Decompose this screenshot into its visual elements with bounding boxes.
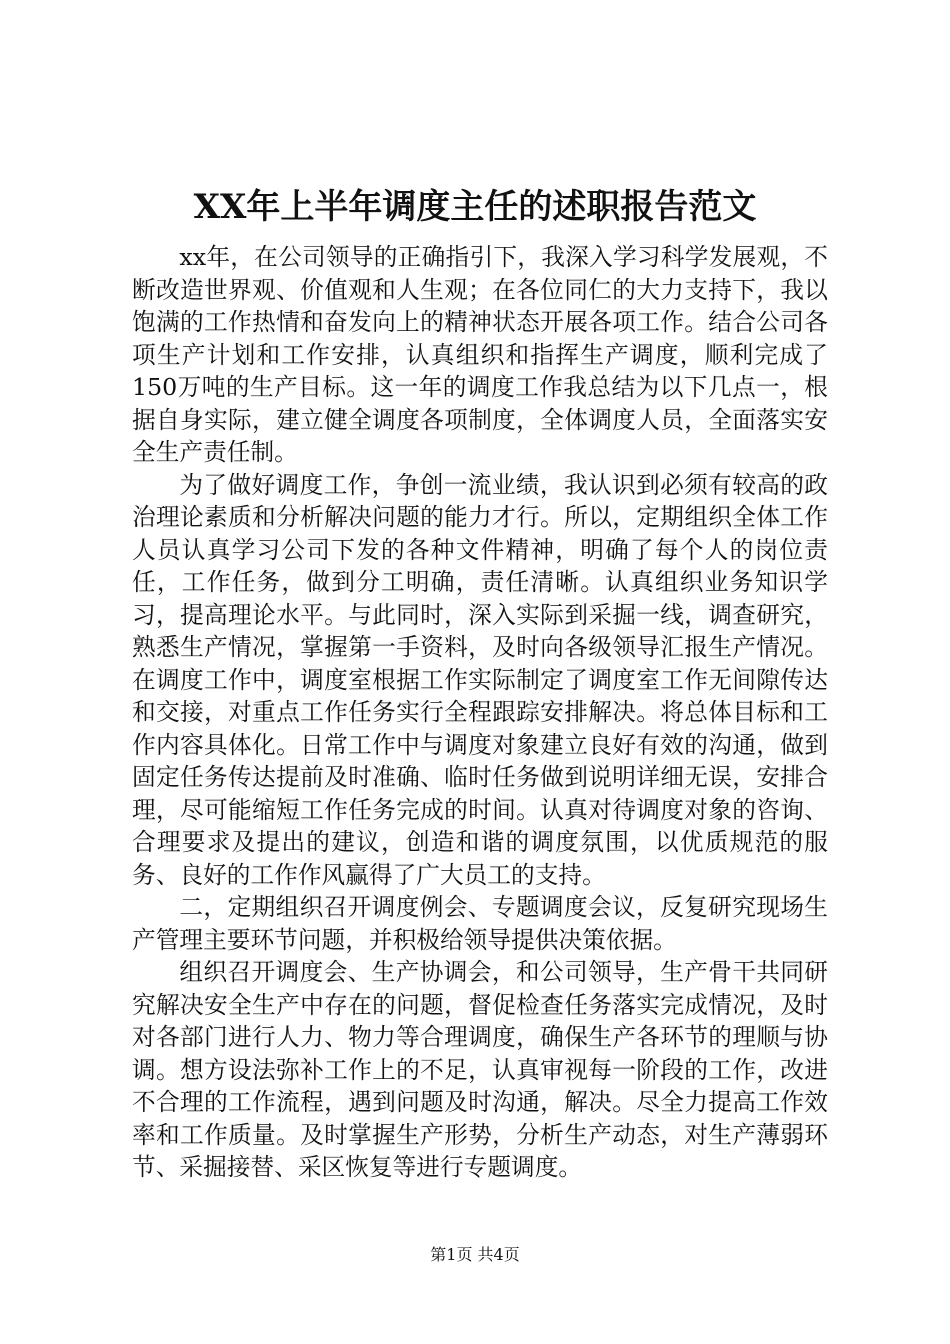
paragraph: 二，定期组织召开调度例会、专题调度会议，反复研究现场生产管理主要环节问题，并积极给领导提供决策依据。 (132, 893, 828, 954)
document-title: XX年上半年调度主任的述职报告范文 (193, 187, 757, 227)
paragraph: xx年，在公司领导的正确指引下，我深入学习科学发展观，不断改造世界观、价值观和人生观；在各位同仁的大力支持下，我以饱满的工作热情和奋发向上的精神状态开展各项工作。结合公司各项生产计划和工作安排，认真组织和指挥生产调度，顺利完成了150万吨的生产目标。这一年的调度工作我总结为以下几点一，根据自身实际，建立健全调度各项制度，全体调度人员，全面落实安全生产责任制。 (132, 243, 828, 466)
paragraph: 为了做好调度工作，争创一流业绩，我认识到必须有较高的政治理论素质和分析解决问题的能力才行。所以，定期组织全体工作人员认真学习公司下发的各种文件精神，明确了每个人的岗位责任，工作任务，做到分工明确，责任清晰。认真组织业务知识学习，提高理论水平。与此同时，深入实际到采掘一线，调查研究，熟悉生产情况，掌握第一手资料，及时向各级领导汇报生产情况。在调度工作中，调度室根据工作实际制定了调度室工作无间隙传达和交接，对重点工作任务实行全程跟踪安排解决。将总体目标和工作内容具体化。日常工作中与调度对象建立良好有效的沟通，做到固定任务传达提前及时准确、临时任务做到说明详细无误，安排合理，尽可能缩短工作任务完成的时间。认真对待调度对象的咨询、合理要求及提出的建议，创造和谐的调度氛围，以优质规范的服务、良好的工作作风赢得了广大员工的支持。 (132, 470, 828, 889)
page-number-footer: 第1页 共4页 (430, 1245, 520, 1264)
document-body (132, 241, 828, 1184)
paragraph: 组织召开调度会、生产协调会，和公司领导，生产骨干共同研究解决安全生产中存在的问题，督促检查任务落实完成情况，及时对各部门进行人力、物力等合理调度，确保生产各环节的理顺与协调。想方设法弥补工作上的不足，认真审视每一阶段的工作，改进不合理的工作流程，遇到问题及时沟通，解决。尽全力提高工作效率和工作质量。及时掌握生产形势，分析生产动态，对生产薄弱环节、采掘接替、采区恢复等进行专题调度。 (132, 958, 828, 1181)
